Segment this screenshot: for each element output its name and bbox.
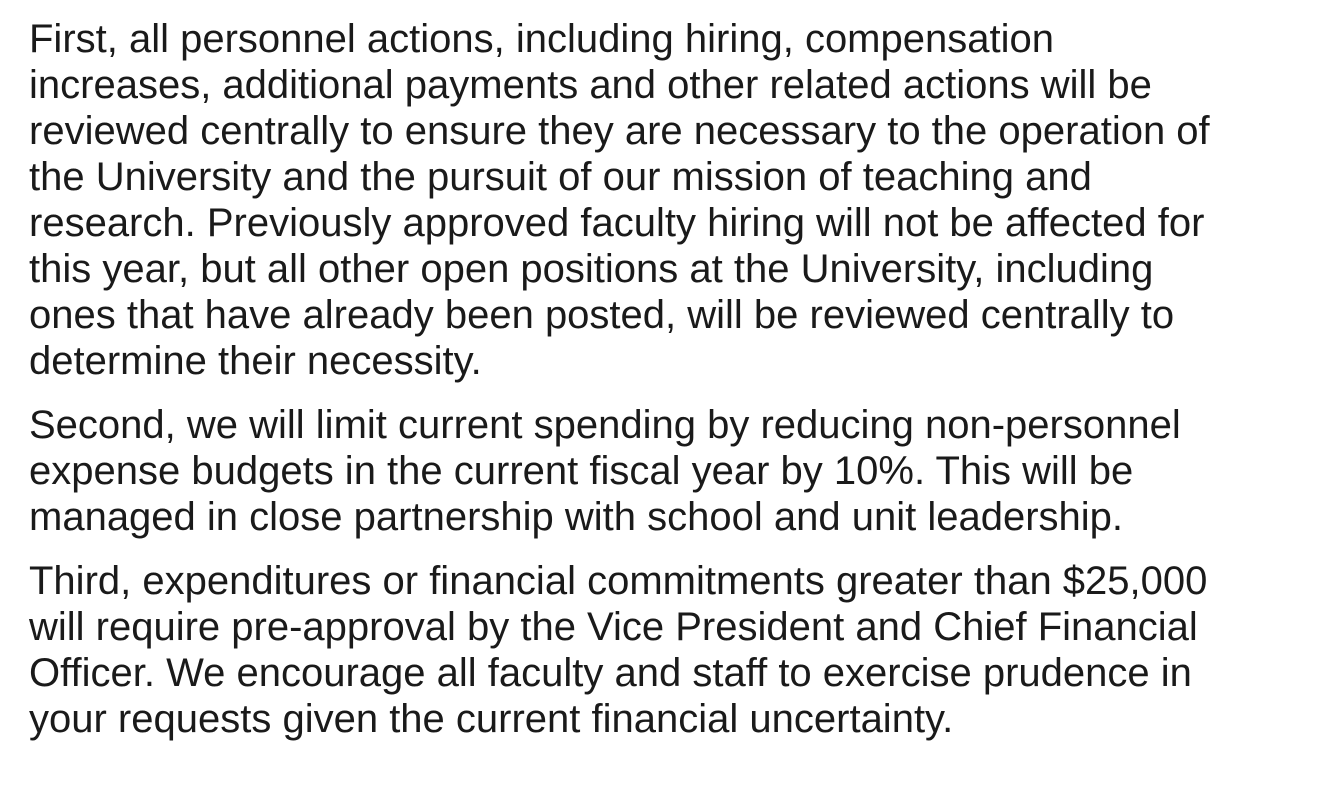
text-line: your requests given the current financial uncertainty. — [29, 697, 954, 741]
text-line: research. Previously approved faculty hiring will not be affected for — [29, 201, 1205, 245]
text-line: expense budgets in the current fiscal year by 10%. This will be — [29, 449, 1134, 493]
paragraph-expenditure-approval — [29, 558, 1319, 742]
text-line: managed in close partnership with school and unit leadership. — [29, 495, 1124, 539]
text-line: Third, expenditures or financial commitments greater than $25,000 — [29, 559, 1208, 603]
text-line: Second, we will limit current spending by reducing non-personnel — [29, 403, 1181, 447]
text-line: will require pre-approval by the Vice President and Chief Financial — [29, 605, 1198, 649]
document-body — [29, 16, 1319, 742]
text-line: determine their necessity. — [29, 339, 482, 383]
text-line: increases, additional payments and other related actions will be — [29, 63, 1152, 107]
text-line: this year, but all other open positions at the University, including — [29, 247, 1154, 291]
text-line: the University and the pursuit of our mission of teaching and — [29, 155, 1092, 199]
paragraph-personnel-actions — [29, 16, 1319, 384]
text-line: Officer. We encourage all faculty and staff to exercise prudence in — [29, 651, 1192, 695]
text-line: reviewed centrally to ensure they are necessary to the operation of — [29, 109, 1210, 153]
text-line: ones that have already been posted, will be reviewed centrally to — [29, 293, 1175, 337]
text-line: First, all personnel actions, including hiring, compensation — [29, 17, 1054, 61]
paragraph-spending-limit — [29, 402, 1319, 540]
